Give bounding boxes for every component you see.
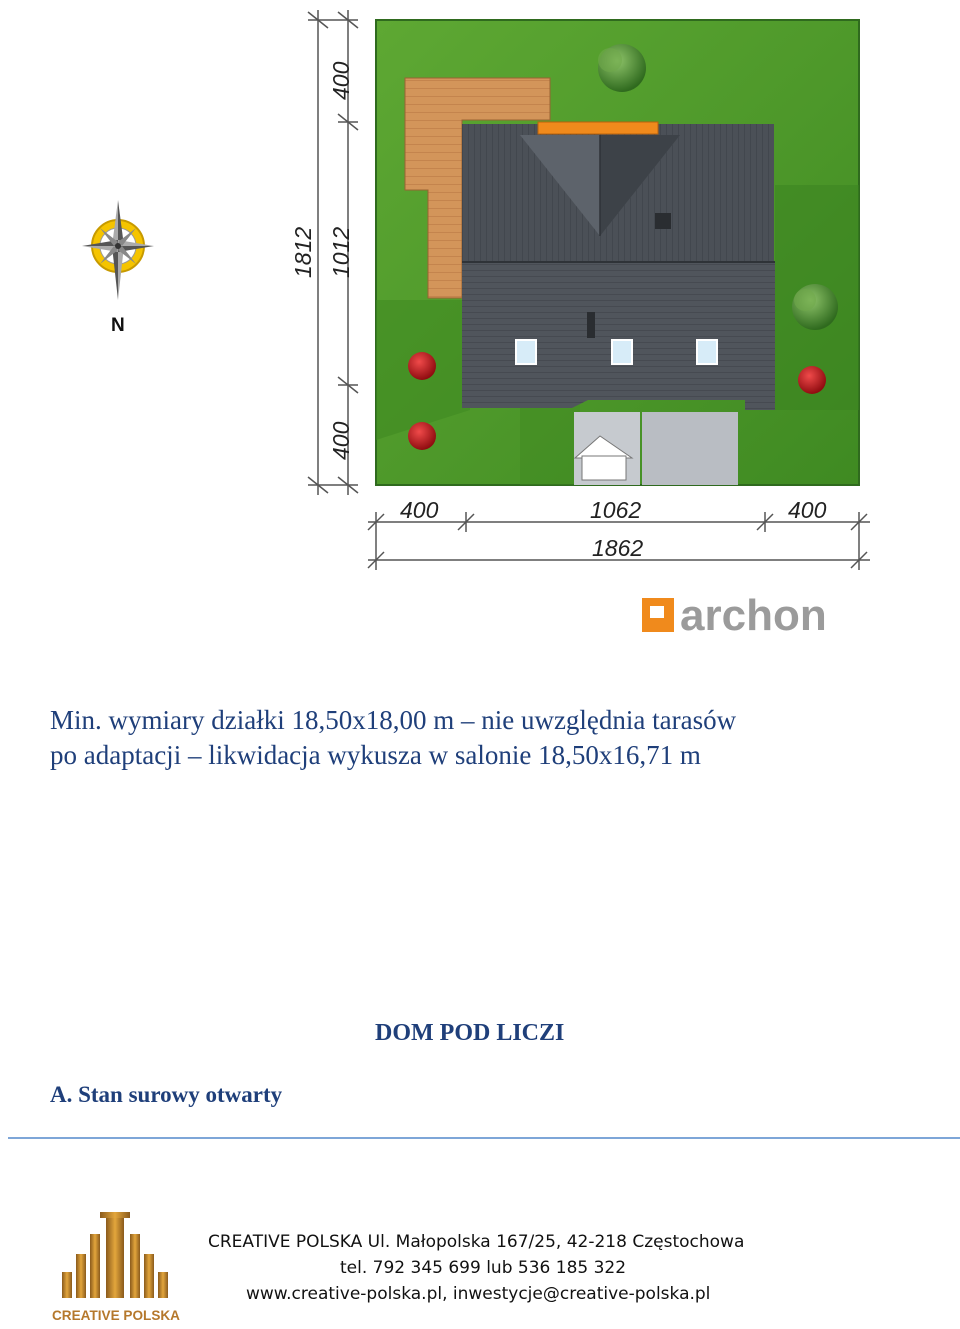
house-title: DOM POD LICZI	[375, 1020, 565, 1046]
archon-logo	[642, 591, 827, 640]
dim-vertical-bottom: 400	[328, 421, 354, 460]
footer-divider	[8, 1137, 960, 1139]
compass-north-label: N	[111, 315, 125, 336]
dim-vertical-total: 1812	[290, 226, 316, 278]
archon-logo-text: archon	[680, 591, 827, 640]
footer-address: CREATIVE POLSKA Ul. Małopolska 167/25, 42-218 Częstochowa	[208, 1232, 745, 1252]
house-roof	[462, 122, 775, 410]
plot-size-caption-line-1: Min. wymiary działki 18,50x18,00 m – nie uwzględnia tarasów	[50, 705, 737, 735]
dim-horizontal-right: 400	[788, 497, 827, 523]
dim-horizontal-middle: 1062	[590, 497, 642, 523]
footer-web-email: www.creative-polska.pl, inwestycje@creative-polska.pl	[246, 1284, 711, 1304]
driveway	[642, 412, 738, 485]
dim-vertical-top: 400	[328, 61, 354, 100]
dim-horizontal-left: 400	[400, 497, 439, 523]
section-title: A. Stan surowy otwarty	[50, 1082, 283, 1107]
footer-phone: tel. 792 345 699 lub 536 185 322	[340, 1258, 627, 1278]
creative-polska-logo	[50, 1210, 182, 1326]
site-plan-drawing	[0, 0, 960, 660]
plot-size-caption-line-2: po adaptacji – likwidacja wykusza w salonie 18,50x16,71 m	[50, 740, 701, 770]
creative-polska-logo-text: CREATIVE POLSKA	[52, 1307, 180, 1323]
dim-horizontal-total: 1862	[592, 535, 644, 561]
dim-vertical-middle: 1012	[328, 226, 354, 278]
compass-icon	[82, 200, 154, 300]
